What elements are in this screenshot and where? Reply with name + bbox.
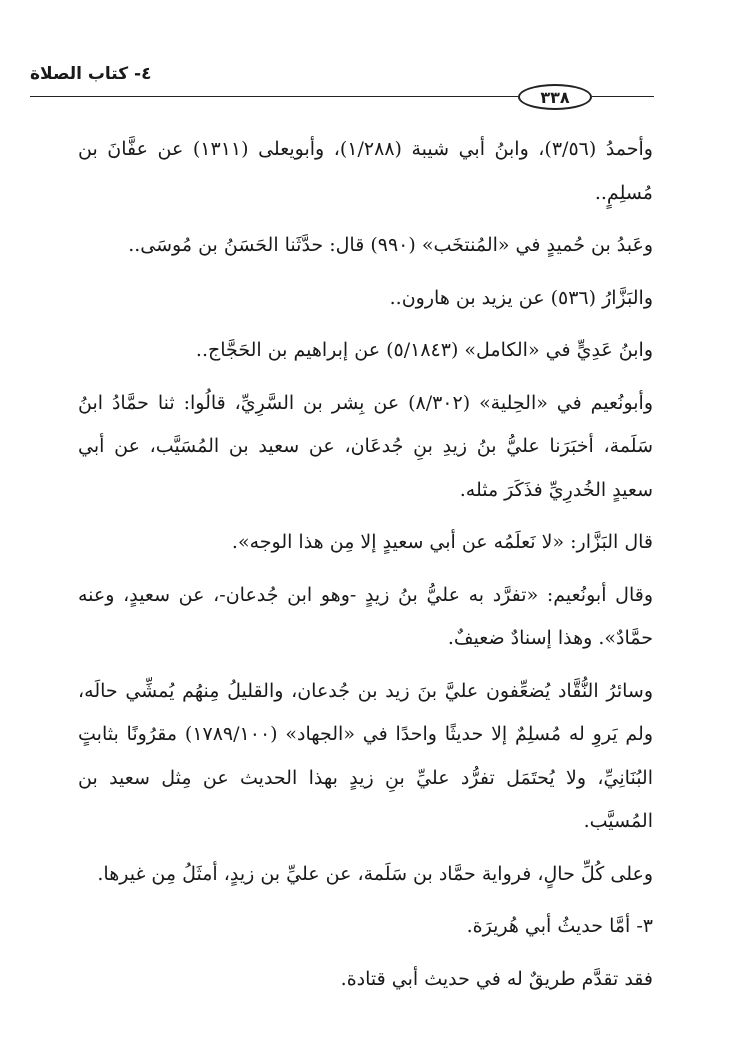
paragraph: وأحمدُ (٣/٥٦)، وابنُ أبي شيبة (١/٢٨٨)، وأبويعلى (١٣١١) عن عفَّانَ بن مُسلِمٍ.. <box>78 138 653 204</box>
paragraph: وأبونُعيم في «الحِلية» (٨/٣٠٢) عن بِشر بن السَّرِيِّ، قالُوا: ثنا حمَّادُ ابنُ سَلَمة، أخبَرَنا عليُّ بنُ زيدِ بنِ جُدعَان، عن سعيد بن المُسَيَّب، عن أبي سعيدٍ الخُدرِيِّ فذَكَرَ مثله. <box>78 391 653 501</box>
paragraph: وسائرُ النُّقَّاد يُضعِّفون عليَّ بنَ زيد بن جُدعان، والقليلُ مِنهُم يُمشِّي حالَه، ولم يَروِ له مُسلِمٌ إلا حديثًا واحدًا في «الجهاد» (١٧٨٩/١٠٠) مقرُونًا بثابتٍ البُنَانِيِّ، ولا يُحتَمَل تفرُّد عليِّ بنِ زيدٍ بهذا الحديث عن مِثل سعيد بن المُسيَّب. <box>78 679 653 832</box>
page-body <box>78 128 653 1010</box>
paragraph: فقد تقدَّم طريقٌ له في حديث أبي قتادة. <box>340 967 653 990</box>
section-heading: ٣- أمَّا حديثُ أبي هُريرَة. <box>466 915 653 937</box>
chapter-title: ٤- كتاب الصلاة <box>30 64 152 84</box>
paragraph: وعَبدُ بن حُميدٍ في «المُنتخَب» (٩٩٠) قال: حدَّثَنا الحَسَنُ بن مُوسَى.. <box>128 234 653 256</box>
paragraph: وقال أبونُعيم: «تفرَّد به عليُّ بنُ زيدٍ -وهو ابن جُدعان-، عن سعيدٍ، وعنه حمَّادٌ». وهذا إسنادٌ ضعيفٌ. <box>78 583 653 649</box>
page-number: ٣٣٨ <box>518 84 592 110</box>
paragraph: وابنُ عَدِيٍّ في «الكامل» (٥/١٨٤٣) عن إبراهيم بن الحَجَّاج.. <box>195 339 653 361</box>
header-rule-left <box>30 96 518 97</box>
paragraph: وعلى كُلِّ حالٍ، فرواية حمَّاد بن سَلَمة، عن عليِّ بن زيدٍ، أمثَلُ مِن غيرها. <box>97 862 653 885</box>
header-rule-right <box>592 96 654 97</box>
paragraph: قال البَزَّار: «لا نَعلَمُه عن أبي سعيدٍ إلا مِن هذا الوجه». <box>231 531 653 553</box>
page-header <box>0 0 736 110</box>
paragraph: والبَزَّارُ (٥٣٦) عن يزيد بن هارون.. <box>389 286 653 309</box>
